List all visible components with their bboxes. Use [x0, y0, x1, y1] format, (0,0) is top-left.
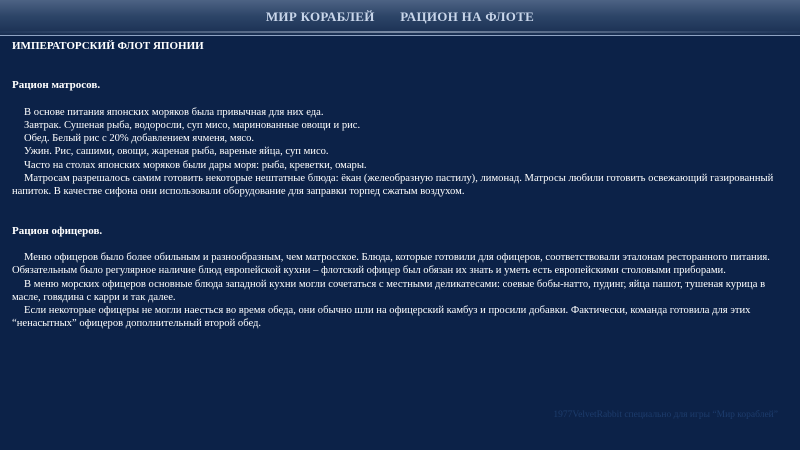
- officers-paragraph: Меню офицеров было более обильным и разнообразным, чем матросское. Блюда, которые готовили для офицеров, соответствовали эталонам ресторанного питания. Обязательным было регулярное наличие блюд европейской кухни – флотский офицер был обязан их знать и уметь есть европейскими столовыми приборами.: [12, 251, 770, 277]
- officers-paragraph: Если некоторые офицеры не могли наесться во время обеда, они обычно шли на офицерский камбуз и просили добавки. Фактически, команда готовила для этих “ненасытных” офицеров дополнительный второй обед.: [12, 305, 751, 330]
- header-titles: [0, 9, 800, 25]
- article: [12, 40, 788, 331]
- officers-paragraph: В меню морских офицеров основные блюда западной кухни могли сочетаться с местными деликатесами: соевые бобы-натто, пудинг, яйца пашот, тушеная курица в масле, говядина с карри и так далее.: [12, 278, 766, 303]
- header-title-topic: РАЦИОН НА ФЛОТЕ: [400, 9, 535, 24]
- author-credit: 1977VelvetRabbit специально для игры “Мир кораблей”: [553, 410, 778, 420]
- sailors-paragraph: Матросам разрешалось самим готовить некоторые нештатные блюда: ёкан (желеобразную пастилу), лимонад. Матросы любили готовить освежающий газированный напиток. В качестве сифона они использовали оборудование для заправки торпед сжатым воздухом.: [12, 173, 774, 198]
- header-title-game: МИР КОРАБЛЕЙ: [265, 9, 375, 24]
- sailors-paragraph: Завтрак. Сушеная рыба, водоросли, суп мисо, маринованные овощи и рис.: [24, 119, 361, 131]
- sailors-paragraph: Ужин. Рис, сашими, овощи, жареная рыба, вареные яйца, суп мисо.: [24, 146, 329, 158]
- header-divider: [0, 31, 800, 33]
- header-banner: [0, 0, 800, 36]
- sailors-paragraph: Обед. Белый рис с 20% добавлением ячменя, мясо.: [24, 133, 255, 145]
- sailors-paragraph: Часто на столах японских моряков были дары моря: рыба, креветки, омары.: [24, 159, 367, 171]
- fleet-title: ИМПЕРАТОРСКИЙ ФЛОТ ЯПОНИИ: [12, 40, 204, 52]
- officers-section-title: Рацион офицеров.: [12, 224, 103, 237]
- sailors-section-title: Рацион матросов.: [12, 79, 101, 92]
- sailors-paragraph: В основе питания японских моряков была привычная для них еда.: [24, 106, 324, 118]
